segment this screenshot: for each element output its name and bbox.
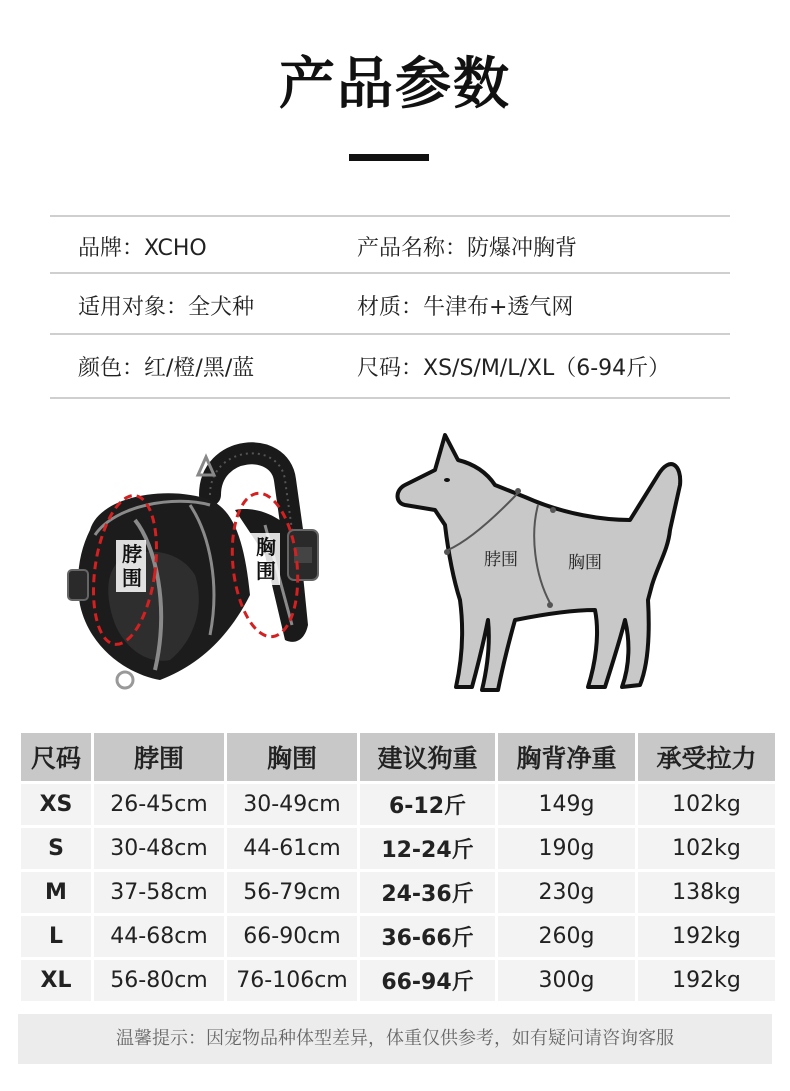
cell-weight: 66-94斤 — [360, 960, 495, 1001]
divider-1 — [50, 272, 730, 274]
param-product-name: 产品名称：防爆冲胸背 — [357, 236, 578, 261]
cell-net-weight: 190g — [498, 828, 635, 869]
param-suitable: 适用对象：全犬种 — [78, 295, 255, 320]
header-neck: 脖围 — [94, 733, 224, 781]
table-row — [21, 916, 775, 957]
footer-tip: 温馨提示：因宠物品种体型差异，体重仅供参考，如有疑问请咨询客服 — [18, 1014, 772, 1064]
cell-chest: 30-49cm — [227, 784, 357, 825]
cell-neck: 44-68cm — [94, 916, 224, 957]
cell-chest: 76-106cm — [227, 960, 357, 1001]
cell-size: XS — [21, 784, 91, 825]
cell-chest: 56-79cm — [227, 872, 357, 913]
param-brand: 品牌：XCHO — [78, 236, 207, 261]
cell-tension: 192kg — [638, 916, 775, 957]
cell-weight: 36-66斤 — [360, 916, 495, 957]
cell-weight: 12-24斤 — [360, 828, 495, 869]
cell-neck: 56-80cm — [94, 960, 224, 1001]
harness-chest-label: 胸围 — [256, 535, 276, 583]
table-row — [21, 828, 775, 869]
header-chest: 胸围 — [227, 733, 357, 781]
header-weight: 建议狗重 — [360, 733, 495, 781]
cell-net-weight: 300g — [498, 960, 635, 1001]
divider-2 — [50, 333, 730, 335]
param-material: 材质：牛津布+透气网 — [357, 295, 574, 320]
cell-net-weight: 230g — [498, 872, 635, 913]
cell-size: XL — [21, 960, 91, 1001]
dog-chest-label: 胸围 — [568, 553, 602, 573]
cell-tension: 102kg — [638, 828, 775, 869]
table-row — [21, 784, 775, 825]
param-size: 尺码：XS/S/M/L/XL（6-94斤） — [357, 356, 671, 381]
param-color: 颜色：红/橙/黑/蓝 — [78, 356, 255, 381]
page-title: 产品参数 — [279, 52, 511, 117]
cell-net-weight: 260g — [498, 916, 635, 957]
divider-top — [50, 215, 730, 217]
cell-neck: 30-48cm — [94, 828, 224, 869]
header-net-weight: 胸背净重 — [498, 733, 635, 781]
header-tension: 承受拉力 — [638, 733, 775, 781]
table-header-row — [21, 733, 775, 781]
cell-size: L — [21, 916, 91, 957]
cell-chest: 66-90cm — [227, 916, 357, 957]
size-table — [18, 730, 778, 1004]
cell-weight: 6-12斤 — [360, 784, 495, 825]
cell-size: M — [21, 872, 91, 913]
harness-image — [60, 435, 330, 700]
cell-tension: 102kg — [638, 784, 775, 825]
cell-size: S — [21, 828, 91, 869]
table-row — [21, 872, 775, 913]
harness-neck-label: 脖围 — [122, 542, 142, 590]
cell-tension: 138kg — [638, 872, 775, 913]
table-row — [21, 960, 775, 1001]
cell-weight: 24-36斤 — [360, 872, 495, 913]
cell-net-weight: 149g — [498, 784, 635, 825]
title-underline — [349, 154, 429, 161]
divider-bottom — [50, 397, 730, 399]
cell-neck: 37-58cm — [94, 872, 224, 913]
dog-diagram — [390, 425, 690, 695]
header-size: 尺码 — [21, 733, 91, 781]
dog-neck-label: 脖围 — [484, 550, 518, 570]
cell-tension: 192kg — [638, 960, 775, 1001]
cell-chest: 44-61cm — [227, 828, 357, 869]
cell-neck: 26-45cm — [94, 784, 224, 825]
